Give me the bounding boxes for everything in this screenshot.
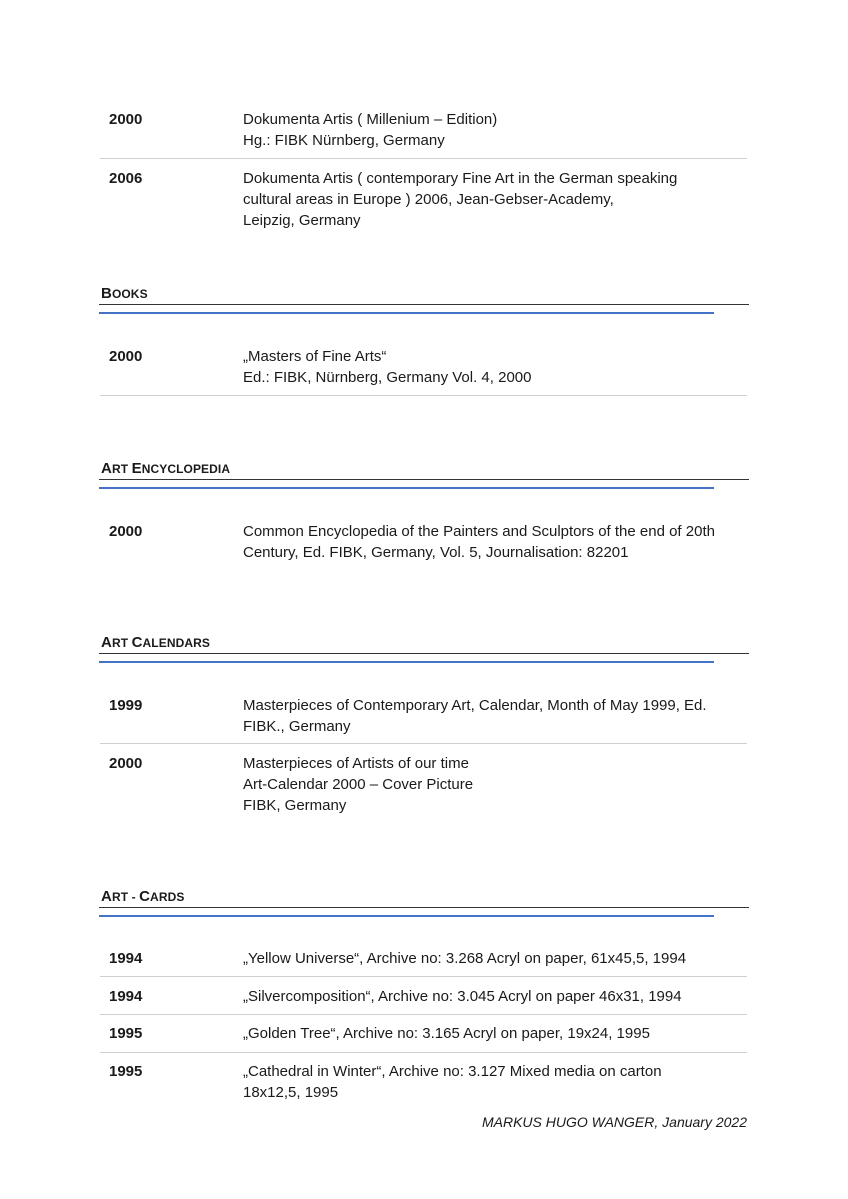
row-divider <box>100 1014 747 1015</box>
row-divider <box>100 743 747 744</box>
entry-text: „Golden Tree“, Archive no: 3.165 Acryl on paper, 19x24, 1995 <box>243 1025 650 1042</box>
entry-year: 1994 <box>109 950 143 967</box>
entry-year: 2000 <box>109 755 143 772</box>
entry-text: „Yellow Universe“, Archive no: 3.268 Acryl on paper, 61x45,5, 1994 <box>243 950 687 967</box>
entry-text: Masterpieces of Artists of our time Art-Calendar 2000 – Cover Picture FIBK, Germany <box>243 755 474 814</box>
heading-rule <box>99 653 749 654</box>
entry-year: 2000 <box>109 111 143 128</box>
heading-accent-rule <box>99 661 714 663</box>
entry-text: „Silvercomposition“, Archive no: 3.045 Acryl on paper 46x31, 1994 <box>243 988 682 1005</box>
row-divider <box>100 158 747 159</box>
heading-rule <box>99 907 749 908</box>
section-heading-encyclopedia: ART ENCYCLOPEDIA <box>101 460 231 477</box>
entry-year: 1999 <box>109 697 143 714</box>
heading-rule <box>99 479 749 480</box>
entry-year: 1994 <box>109 988 143 1005</box>
entry-text: Dokumenta Artis ( Millenium – Edition) Hg.: FIBK Nürnberg, Germany <box>243 111 498 149</box>
heading-accent-rule <box>99 487 714 489</box>
entry-text: „Cathedral in Winter“, Archive no: 3.127 Mixed media on carton 18x12,5, 1995 <box>243 1063 662 1101</box>
row-divider <box>100 395 747 396</box>
entry-text: Common Encyclopedia of the Painters and Sculptors of the end of 20th Century, Ed. FIBK, Germany, Vol. 5, Journalisation: 82201 <box>243 523 715 561</box>
entry-text: Dokumenta Artis ( contemporary Fine Art in the German speaking cultural areas in Europe ) 2006, Jean-Gebser-Academy, Leipzig, Germany <box>243 170 678 229</box>
section-heading-calendars: ART CALENDARS <box>101 634 210 651</box>
section-heading-books: BOOKS <box>101 285 148 302</box>
heading-accent-rule <box>99 312 714 314</box>
entry-year: 1995 <box>109 1063 143 1080</box>
entry-year: 1995 <box>109 1025 143 1042</box>
entry-year: 2000 <box>109 348 143 365</box>
heading-rule <box>99 304 749 305</box>
heading-accent-rule <box>99 915 714 917</box>
entry-year: 2000 <box>109 523 143 540</box>
page-footer: MARKUS HUGO WANGER, January 2022 <box>481 1114 747 1130</box>
row-divider <box>100 1052 747 1053</box>
row-divider <box>100 976 747 977</box>
entry-text: „Masters of Fine Arts“ Ed.: FIBK, Nürnberg, Germany Vol. 4, 2000 <box>243 348 532 386</box>
section-heading-cards: ART - CARDS <box>101 888 185 905</box>
entry-text: Masterpieces of Contemporary Art, Calendar, Month of May 1999, Ed. FIBK., Germany <box>243 697 707 735</box>
entry-year: 2006 <box>109 170 143 187</box>
